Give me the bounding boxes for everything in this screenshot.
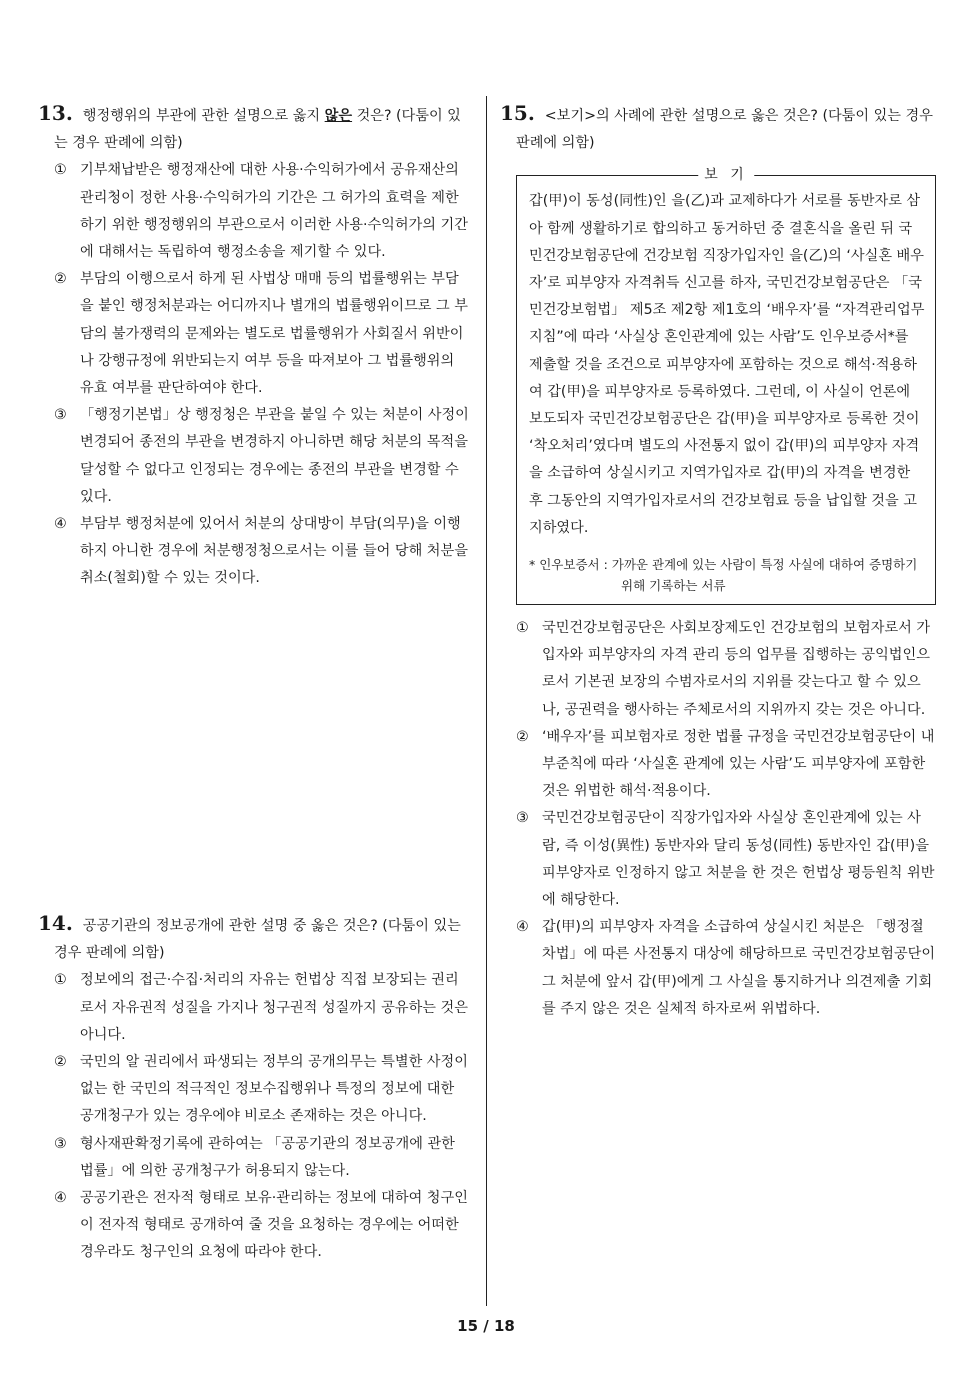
option-text: 기부채납받은 행정재산에 대한 사용·수익허가에서 공유재산의 관리청이 정한 사용·수익허가의 기간은 그 허가의 효력을 제한하기 위한 행정행위의 부관으로서 이러한 사용·수익허가의 기간에 대해서는 독립하여 행정소송을 제기할 수 있다. [80, 162, 468, 261]
question-14 [38, 910, 472, 1267]
question-13-stem-emphasis: 않은 [324, 108, 353, 124]
option-4[interactable] [38, 511, 472, 593]
option-4[interactable] [500, 914, 936, 1023]
option-2[interactable] [38, 266, 472, 402]
question-15-stem [500, 100, 936, 157]
option-marker: ④ [54, 1190, 67, 1207]
option-text: 갑(甲)의 피부양자 자격을 소급하여 상실시킨 처분은 「행정절차법」에 따른 사전통지 대상에 해당하므로 국민건강보험공단이 그 처분에 앞서 갑(甲)에게 그 사실을 통지하거나 의견제출 기회를 주지 않은 것은 실체적 하자로써 위법하다. [542, 919, 936, 1017]
option-marker: ③ [54, 1135, 67, 1152]
option-text: 정보에의 접근·수집·처리의 자유는 헌법상 직접 보장되는 권리로서 자유권적 성질을 가지나 청구권적 성질까지 공유하는 것은 아니다. [80, 972, 468, 1043]
option-text: 부담의 이행으로서 하게 된 사법상 매매 등의 법률행위는 부담을 붙인 행정처분과는 어디까지나 별개의 법률행위이므로 그 부담의 불가쟁력의 문제와는 별도로 법률행위가 사회질서 위반이나 강행규정에 위반되는지 여부 등을 따져보아 그 법률행위의 유효 여부를 판단하여야 한다. [80, 271, 468, 397]
column-divider [486, 96, 487, 1306]
example-box-title: 보 기 [698, 165, 754, 185]
option-text: 부담부 행정처분에 있어서 처분의 상대방이 부담(의무)을 이행하지 아니한 경우에 처분행정청으로서는 이를 들어 당해 처분을 취소(철회)할 수 있는 것이다. [80, 516, 468, 587]
option-text: 「행정기본법」상 행정청은 부관을 붙일 수 있는 처분이 사정이 변경되어 종전의 부관을 변경하지 아니하면 해당 처분의 목적을 달성할 수 없다고 인정되는 경우에는 종전의 부관을 변경할 수 있다. [80, 407, 469, 505]
option-3[interactable] [38, 402, 472, 511]
option-marker: ② [54, 271, 67, 288]
example-box-text: 갑(甲)이 동성(同性)인 을(乙)과 교제하다가 서로를 동반자로 삼아 함께 생활하기로 합의하고 동거하던 중 결혼식을 올린 뒤 국민건강보험공단에 건강보험 직장가입자인 을(乙)의 ‘사실혼 배우자’로 피부양자 자격취득 신고를 하자, 국민건강보험공단은 「국민건강보험법」 제5조 제2항 제1호의 ‘배우자’를 “자격관리업무지침”에 따라 ‘사실상 혼인관계에 있는 사람’도 인우보증서*를 제출할 것을 조건으로 피부양자에 포함하는 것으로 해석·적용하여 갑(甲)을 피부양자로 등록하였다. 그런데, 이 사실이 언론에 보도되자 국민건강보험공단은 갑(甲)을 피부양자로 등록한 것이 ‘착오처리’였다며 별도의 사전통지 없이 갑(甲)의 피부양자 자격을 소급하여 상실시키고 지역가입자로 갑(甲)의 자격을 변경한 후 그동안의 지역가입자로서의 건강보험료 등을 납입할 것을 고지하였다. [529, 193, 925, 536]
option-1[interactable] [38, 967, 472, 1049]
option-marker: ① [516, 620, 529, 637]
option-3[interactable] [500, 805, 936, 914]
option-text: 국민건강보험공단은 사회보장제도인 건강보험의 보험자로서 가입자와 피부양자의 자격 관리 등의 업무를 집행하는 공익법인으로서 기본권 보장의 수범자로서의 지위를 갖는다고 할 수 있으나, 공권력을 행사하는 주체로서의 지위까지 갖는 것은 아니다. [542, 620, 931, 718]
option-text: 국민건강보험공단이 직장가입자와 사실상 혼인관계에 있는 사람, 즉 이성(異性) 동반자와 달리 동성(同性) 동반자인 갑(甲)을 피부양자로 인정하지 않고 처분을 한 것은 헌법상 평등원칙 위반에 해당한다. [542, 810, 935, 909]
option-1[interactable] [500, 615, 936, 724]
right-column [500, 100, 936, 1023]
option-marker: ② [54, 1054, 67, 1071]
question-13 [38, 100, 472, 593]
question-15 [500, 100, 936, 1023]
question-13-stem [38, 100, 472, 157]
option-text: 형사재판확정기록에 관하여는 「공공기관의 정보공개에 관한 법률」에 의한 공개청구가 허용되지 않는다. [80, 1135, 455, 1179]
option-text: ‘배우자’를 피보험자로 정한 법률 규정을 국민건강보험공단이 내부준칙에 따라 ‘사실혼 관계에 있는 사람’도 피부양자에 포함한 것은 위법한 해석·적용이다. [542, 728, 935, 800]
question-13-options [38, 157, 472, 592]
question-14-number: 14. [38, 911, 73, 935]
option-marker: ② [516, 728, 529, 745]
question-14-stem [38, 910, 472, 967]
question-15-options [500, 615, 936, 1023]
option-marker: ④ [54, 516, 67, 533]
option-2[interactable] [500, 724, 936, 806]
option-marker: ① [54, 972, 67, 989]
option-marker: ① [54, 162, 67, 179]
question-13-stem-after: 것은? (다툼이 있는 경우 판례에 의함) [54, 108, 461, 152]
question-15-number: 15. [500, 101, 535, 125]
option-1[interactable] [38, 157, 472, 266]
page-number: 15 / 18 [457, 1317, 515, 1335]
question-13-stem-before: 행정행위의 부관에 관한 설명으로 옳지 [82, 108, 325, 124]
question-14-options [38, 967, 472, 1266]
question-15-stem-text: <보기>의 사례에 관한 설명으로 옳은 것은? (다툼이 있는 경우 판례에 의함) [516, 108, 933, 152]
option-marker: ③ [54, 407, 67, 424]
option-text: 공공기관은 전자적 형태로 보유·관리하는 정보에 대하여 청구인이 전자적 형태로 공개하여 줄 것을 요청하는 경우에는 어떠한 경우라도 청구인의 요청에 따라야 한다. [80, 1190, 468, 1261]
question-14-stem-text: 공공기관의 정보공개에 관한 설명 중 옳은 것은? (다툼이 있는 경우 판례에 의함) [54, 918, 461, 962]
left-column [38, 100, 472, 1261]
example-box-footnote: * 인우보증서 : 가까운 관계에 있는 사람이 특정 사실에 대하여 증명하기 위해 기록하는 서류 [529, 557, 918, 594]
question-13-number: 13. [38, 101, 73, 125]
option-3[interactable] [38, 1131, 472, 1185]
option-4[interactable] [38, 1185, 472, 1267]
example-box [516, 167, 936, 605]
option-text: 국민의 알 권리에서 파생되는 정부의 공개의무는 특별한 사정이 없는 한 국민의 적극적인 정보수집행위나 특정의 정보에 대한 공개청구가 있는 경우에야 비로소 존재하는 것은 아니다. [80, 1054, 468, 1125]
option-marker: ④ [516, 919, 529, 936]
option-2[interactable] [38, 1049, 472, 1131]
option-marker: ③ [516, 810, 529, 827]
